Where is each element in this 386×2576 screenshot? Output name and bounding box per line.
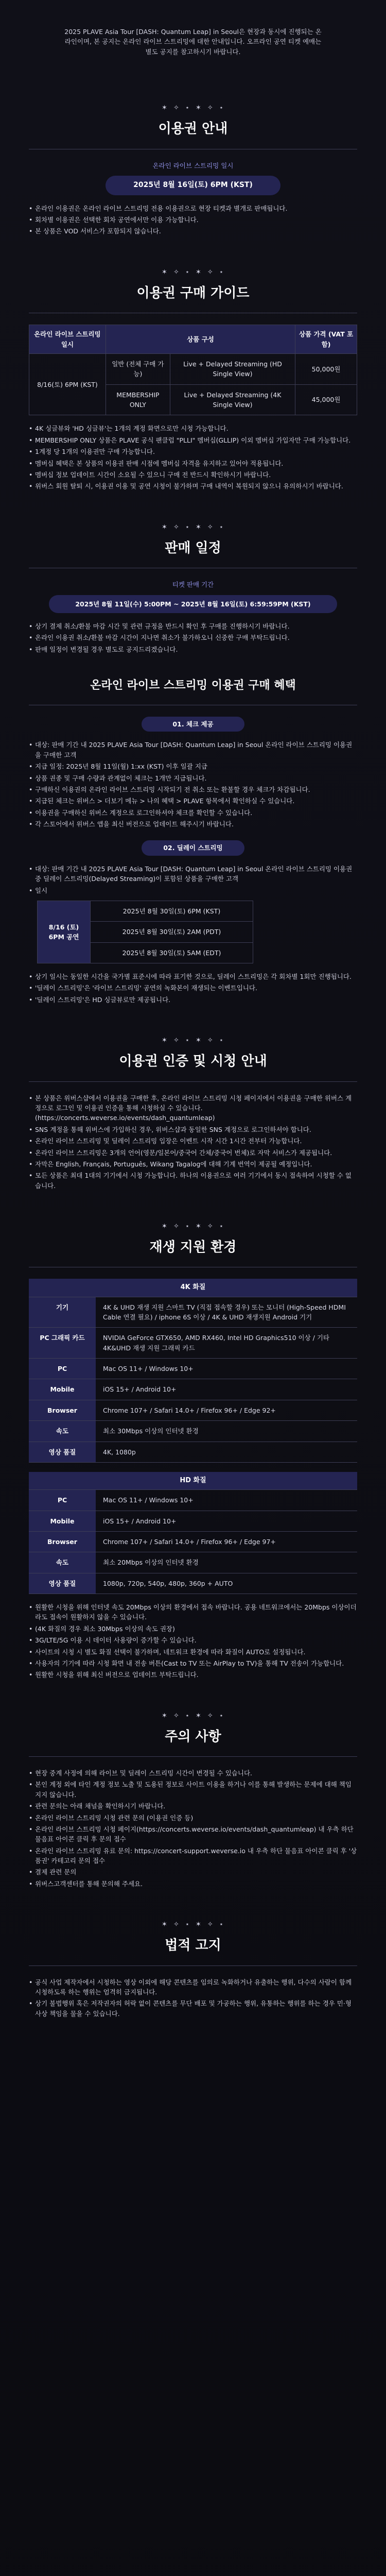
date-pill: 2025년 8월 16일(토) 6PM (KST) <box>106 176 280 195</box>
table-value: 최소 20Mbps 이상의 인터넷 환경 <box>96 1552 357 1573</box>
list-item: • 온라인 라이브 스트리밍 유료 문의: https://concert-support.weverse.io 내 우측 하단 물음표 아이콘 클릭 후 '상품권' 카테고리 문의 접수 <box>29 1846 357 1866</box>
star-icon: ✶ <box>196 1223 202 1231</box>
env-section <box>29 1222 357 1680</box>
star-icon: ✧ <box>173 1921 180 1929</box>
table-header: 상품 가격 (VAT 포함) <box>295 325 357 354</box>
list-item: • 사이트의 시청 시 별도 화질 선택이 불가하며, 네트워크 환경에 따라 화질이 AUTO로 설정됩니다. <box>29 1647 357 1657</box>
sales-section <box>29 522 357 654</box>
list-item: • 온라인 라이브 스트리밍은 3개의 언어(영문/일본어/중국어 간체/중국어 번체)로 자막 서비스가 제공됩니다. <box>29 1148 357 1158</box>
list-item: • 일시 <box>29 886 357 895</box>
star-icon: ⋆ <box>185 104 190 112</box>
price-table <box>29 325 357 415</box>
list-item: • 회차별 이용권은 선택한 회차 공연에서만 이용 가능합니다. <box>29 215 357 225</box>
notes-list <box>29 1093 357 1191</box>
star-icon: ✧ <box>207 523 214 531</box>
star-icon: ⋆ <box>219 1921 224 1929</box>
list-item: • 본 상품은 위버스샵에서 이용권을 구매한 후, 온라인 라이브 스트리밍 시청 페이지에서 이용권을 구매한 위버스 계정으로 로그인 및 이용권 인증을 통해 시청하실 수 있습니다. (https://concerts.weverse.io/events/dash_quantumleap) <box>29 1093 357 1123</box>
notes-list <box>29 1768 357 1889</box>
star-icon: ✶ <box>196 1921 202 1929</box>
list-item: • 온라인 라이브 스트리밍 및 딜레이 스트리밍 입장은 이벤트 시작 시간 1시간 전부터 가능합니다. <box>29 1136 357 1146</box>
period-pill: 2025년 8월 11일(수) 5:00PM ~ 2025년 8월 16일(토) 6:59:59PM (KST) <box>49 595 337 613</box>
table-key: 영상 품질 <box>29 1573 96 1594</box>
star-icon: ⋆ <box>219 1223 224 1231</box>
table-header: 온라인 라이브 스트리밍 일시 <box>29 325 106 354</box>
list-item: • 온라인 라이브 스트리밍 시청 관련 문의 (이용권 인증 등) <box>29 1813 357 1823</box>
divider <box>29 1081 357 1082</box>
star-icon: ⋆ <box>219 1037 224 1045</box>
table-key: 기기 <box>29 1297 96 1328</box>
table-key: Browser <box>29 1532 96 1552</box>
star-icon: ✧ <box>173 1711 180 1720</box>
list-item: • 사용자의 기기에 따라 시청 화면 내 전송 버튼(Cast to TV 또는 AirPlay to TV)을 통해 TV 전송이 가능합니다. <box>29 1658 357 1668</box>
list-item: • 공식 사업 제작자에서 시청하는 영상 이외에 해당 콘텐츠를 임의로 녹화하거나 유출하는 행위, 다수의 사람이 함께 시청하도록 하는 행위는 엄격히 금지됩니다. <box>29 1977 357 1997</box>
table-value: Chrome 107+ / Safari 14.0+ / Firefox 96+ / Edge 92+ <box>96 1400 357 1421</box>
star-icon: ✶ <box>162 268 168 276</box>
list-item: • 이용권을 구매하신 위버스 계정으로 로그인하셔야 체크를 확인할 수 있습니다. <box>29 808 357 818</box>
notes-list <box>29 204 357 236</box>
table-key: Browser <box>29 1400 96 1421</box>
star-icon: ⋆ <box>185 1921 190 1929</box>
list-item: • 본 상품은 VOD 서비스가 포함되지 않습니다. <box>29 226 357 236</box>
star-icon: ⋆ <box>219 268 224 276</box>
star-icon: ✶ <box>162 523 168 531</box>
usage-section <box>29 103 357 236</box>
list-item: • 결제 관련 문의 <box>29 1867 357 1877</box>
star-icon: ⋆ <box>185 1711 190 1720</box>
list-item: • 자막은 English, Français, Português, Wikang Tagalog에 대해 기계 번역이 제공될 예정입니다. <box>29 1159 357 1169</box>
star-divider <box>29 522 357 533</box>
list-item: • 원활한 시청을 위해 인터넷 속도 20Mbps 이상의 환경에서 접속 바랍니다. 공용 네트워크에서는 20Mbps 이상이더라도 접속이 원활하지 않을 수 있습니다. <box>29 1602 357 1622</box>
table-value: Chrome 107+ / Safari 14.0+ / Firefox 96+ / Edge 97+ <box>96 1532 357 1552</box>
list-item: • 각 스토어에서 위버스 앱을 최신 버전으로 업데이트 해주시기 바랍니다. <box>29 819 357 829</box>
list-item: • 지급된 체크는 위버스 > 더보기 메뉴 > 나의 혜택 > PLAVE 항목에서 확인하실 수 있습니다. <box>29 796 357 806</box>
section-title: 이용권 구매 가이드 <box>136 285 250 301</box>
table-value: iOS 15+ / Android 10+ <box>96 1511 357 1532</box>
notes-list <box>29 1977 357 2019</box>
star-icon: ⋆ <box>185 523 190 531</box>
list-item: • 멤버십 혜택은 본 상품의 이용권 판매 시점에 멤버십 자격을 유지하고 있어야 적용됩니다. <box>29 459 357 468</box>
list-item: • 위버스 회원 탈퇴 시, 이용권 이용 및 공연 시청이 불가하며 구매 내역이 복원되지 않으니 유의하시기 바랍니다. <box>29 481 357 491</box>
intro-text: 2025 PLAVE Asia Tour [DASH: Quantum Leap] in Seoul은 현장과 동시에 진행되는 온라인이며, 본 공지는 온라인 라이브 스트리밍에 대한 안내입니다. 오프라인 공연 티켓 예매는 별도 공지를 참고하시기 바랍니다. <box>64 28 322 56</box>
star-icon: ✧ <box>207 1223 214 1231</box>
star-icon: ✧ <box>207 104 214 112</box>
table-value: 최소 30Mbps 이상의 인터넷 환경 <box>96 1421 357 1442</box>
table-value: 1080p, 720p, 540p, 480p, 360p + AUTO <box>96 1573 357 1594</box>
table-cell: 일반 (전체 구매 가능) <box>106 353 170 384</box>
list-item: • 온라인 이용권은 온라인 라이브 스트리밍 전용 이용권으로 현장 티켓과 별개로 판매됩니다. <box>29 204 357 213</box>
table-cell: 50,000원 <box>295 353 357 384</box>
table-header: HD 화질 <box>29 1472 357 1490</box>
notes-list <box>29 423 357 491</box>
table-cell: 2025년 8월 30일(토) 6PM (KST) <box>91 901 253 921</box>
star-icon: ✧ <box>207 1037 214 1045</box>
table-key: 속도 <box>29 1421 96 1442</box>
star-icon: ⋆ <box>185 1037 190 1045</box>
table-key: 영상 품질 <box>29 1442 96 1463</box>
star-icon: ⋆ <box>185 268 190 276</box>
star-icon: ✧ <box>173 1223 180 1231</box>
star-icon: ✶ <box>196 1037 202 1045</box>
list-item: • 상기 일시는 동일한 시간을 국가별 표준시에 따라 표기한 것으로, 딜레이 스트리밍은 각 회차별 1회만 진행됩니다. <box>29 972 357 981</box>
table-row <box>29 353 357 384</box>
list-item: • 지급 일정: 2025년 8월 11일(월) 1:xx (KST) 이후 일괄 지급 <box>29 761 357 771</box>
purchase-section <box>29 267 357 492</box>
benefit-pill: 01. 체크 제공 <box>142 717 244 732</box>
notes-list <box>29 1602 357 1680</box>
section-subtitle: 온라인 라이브 스트리밍 일시 <box>152 161 234 170</box>
list-item: • 본인 계정 외에 타인 계정 정보 노출 및 도용된 정보로 사이트 이용을 하거나 이를 통해 발생하는 문제에 대해 책임지지 않습니다. <box>29 1780 357 1800</box>
list-item: • '딜레이 스트리밍'은 '라이브 스트리밍' 공연의 녹화본이 재생되는 이벤트입니다. <box>29 983 357 993</box>
table-key: 속도 <box>29 1552 96 1573</box>
divider <box>29 1756 357 1757</box>
star-icon: ⋆ <box>219 104 224 112</box>
star-icon: ✶ <box>162 1711 168 1720</box>
list-item: • 3G/LTE/5G 이용 시 데이터 사용량이 증가할 수 있습니다. <box>29 1635 357 1645</box>
star-icon: ✧ <box>173 1037 180 1045</box>
table-cell: Live + Delayed Streaming (4K Single View) <box>170 384 295 415</box>
table-key: Mobile <box>29 1511 96 1532</box>
table-header: 상품 구성 <box>106 325 295 354</box>
list-item: • 현장 중계 사정에 의해 라이브 및 딜레이 스트리밍 시간이 변경될 수 있습니다. <box>29 1768 357 1778</box>
benefit-pill: 02. 딜레이 스트리밍 <box>142 840 244 855</box>
star-icon: ✧ <box>173 268 180 276</box>
star-divider <box>29 1036 357 1046</box>
howto-section <box>29 1036 357 1191</box>
table-cell: MEMBERSHIP ONLY <box>106 384 170 415</box>
star-icon: ✶ <box>196 523 202 531</box>
list-item: • 원활한 시청을 위해 최신 버전으로 업데이트 부탁드립니다. <box>29 1670 357 1680</box>
list-item: • 구매하신 이용권의 온라인 라이브 스트리밍 시작되기 전 취소 또는 환불할 경우 체크가 차감됩니다. <box>29 785 357 794</box>
table-key: PC 그래픽 카드 <box>29 1328 96 1359</box>
table-header: 8/16 (토) 6PM 공연 <box>38 901 91 963</box>
list-item: • 4K 싱글뷰와 'HD 싱글뷰'는 1개의 계정 화면으로만 시청 가능합니다. <box>29 423 357 433</box>
table-cell: 2025년 8월 30일(토) 2AM (PDT) <box>91 922 253 942</box>
star-icon: ✶ <box>196 104 202 112</box>
star-icon: ✧ <box>207 1921 214 1929</box>
section-title: 온라인 라이브 스트리밍 이용권 구매 혜택 <box>90 679 296 692</box>
list-item: • 상기 결제 취소/환불 마감 시간 및 관련 규정을 반드시 확인 후 구매를 진행하시기 바랍니다. <box>29 621 357 631</box>
table-value: Mac OS 11+ / Windows 10+ <box>96 1359 357 1379</box>
star-divider <box>29 1920 357 1930</box>
table-value: 4K & UHD 재생 지원 스마트 TV (직접 접속할 경우) 또는 모니터 (High-Speed HDMI Cable 연결 필요) / iphone 6S 이상 / 4K & UHD 재생지원 Android 기기 <box>96 1297 357 1328</box>
star-icon: ✶ <box>196 1711 202 1720</box>
section-title: 법적 고지 <box>165 1938 221 1954</box>
divider <box>29 1965 357 1966</box>
list-item: • (4K 화질의 경우 최소 30Mbps 이상의 속도 권장) <box>29 1624 357 1634</box>
star-icon: ✧ <box>173 104 180 112</box>
table-value: NVIDIA GeForce GTX650, AMD RX460, Intel HD Graphics510 이상 / 기타 4K&UHD 재생 지원 그래픽 카드 <box>96 1328 357 1359</box>
table-key: Mobile <box>29 1379 96 1400</box>
list-item: • 대상: 판매 기간 내 2025 PLAVE Asia Tour [DASH: Quantum Leap] in Seoul 온라인 라이브 스트리밍 이용권을 구매한 고객 <box>29 740 357 760</box>
notes-list <box>29 621 357 654</box>
star-divider <box>29 1222 357 1232</box>
table-key: PC <box>29 1490 96 1511</box>
caution-section <box>29 1711 357 1889</box>
env-table-hd <box>29 1472 357 1594</box>
section-title: 판매 일정 <box>165 540 221 556</box>
list-item: • MEMBERSHIP ONLY 상품은 PLAVE 공식 팬클럽 "PLLI" 멤버십(GLLIP) 이외 멤버십 가입자만 구매 가능합니다. <box>29 435 357 445</box>
table-key: PC <box>29 1359 96 1379</box>
section-subtitle: 티켓 판매 기간 <box>172 581 214 589</box>
notes-list <box>29 740 357 829</box>
list-item: • 상품 권종 및 구매 수량과 관계없이 체크는 1개만 지급됩니다. <box>29 773 357 783</box>
list-item: • 모든 상품은 최대 1대의 기기에서 시청 가능합니다. 하나의 이용권으로 여러 기기에서 동시 접속하여 시청할 수 없습니다. <box>29 1171 357 1191</box>
delay-table <box>37 901 253 963</box>
benefit-section <box>29 677 357 1005</box>
legal-section <box>29 1920 357 2019</box>
list-item: • 위버스고객센터를 통해 문의해 주세요. <box>29 1879 357 1889</box>
table-cell: 8/16(토) 6PM (KST) <box>29 353 106 415</box>
list-item: • 온라인 이용권 취소/환불 마감 시간이 지나면 취소가 불가하오니 신중한 구매 부탁드립니다. <box>29 633 357 642</box>
section-title: 이용권 인증 및 시청 안내 <box>119 1054 267 1070</box>
list-item: • 대상: 판매 기간 내 2025 PLAVE Asia Tour [DASH: Quantum Leap] in Seoul 온라인 라이브 스트리밍 이용권 중 딜레이 스트리밍(Delayed Streaming)이 포함된 상품을 구매한 고객 <box>29 864 357 884</box>
section-title: 주의 사항 <box>165 1728 221 1744</box>
star-icon: ⋆ <box>185 1223 190 1231</box>
star-icon: ✶ <box>162 1223 168 1231</box>
table-cell: 45,000원 <box>295 384 357 415</box>
table-value: 4K, 1080p <box>96 1442 357 1463</box>
list-item: • 판매 일정이 변경될 경우 별도로 공지드리겠습니다. <box>29 645 357 654</box>
list-item: • SNS 계정을 통해 위버스에 가입하신 경우, 위버스샵과 동일한 SNS 계정으로 로그인하셔야 합니다. <box>29 1125 357 1134</box>
list-item: • 멤버십 정보 업데이트 시간이 소요될 수 있으니 구매 전 반드시 확인하시기 바랍니다. <box>29 470 357 480</box>
star-icon: ✧ <box>173 523 180 531</box>
star-icon: ⋆ <box>219 523 224 531</box>
star-icon: ✧ <box>207 268 214 276</box>
star-icon: ⋆ <box>219 1711 224 1720</box>
star-icon: ✶ <box>196 268 202 276</box>
star-icon: ✶ <box>162 104 168 112</box>
star-divider <box>29 1711 357 1721</box>
table-cell: 2025년 8월 30일(토) 5AM (EDT) <box>91 942 253 963</box>
list-item: • 관련 문의는 아래 채널을 확인하시기 바랍니다. <box>29 1801 357 1811</box>
table-header: 4K 화질 <box>29 1279 357 1297</box>
table-value: iOS 15+ / Android 10+ <box>96 1379 357 1400</box>
star-icon: ✧ <box>207 1711 214 1720</box>
env-table-4k <box>29 1279 357 1463</box>
list-item: • 1계정 당 1개의 이용권만 구매 가능합니다. <box>29 447 357 456</box>
table-row <box>38 901 253 921</box>
notes-list <box>29 972 357 1005</box>
star-icon: ✶ <box>162 1921 168 1929</box>
section-title: 재생 지원 환경 <box>149 1240 237 1256</box>
list-item: • '딜레이 스트리밍'은 HD 싱글뷰로만 제공됩니다. <box>29 995 357 1005</box>
table-cell: Live + Delayed Streaming (HD Single View) <box>170 353 295 384</box>
list-item: • 상기 불법행위 혹은 저작권자의 허락 없이 콘텐츠를 무단 배포 및 가공하는 행위, 유통하는 행위를 하는 경우 민·형사상 책임을 물을 수 있습니다. <box>29 1998 357 2019</box>
star-icon: ✶ <box>162 1037 168 1045</box>
table-value: Mac OS 11+ / Windows 10+ <box>96 1490 357 1511</box>
notes-list <box>29 864 357 895</box>
star-divider <box>29 267 357 278</box>
section-title: 이용권 안내 <box>158 121 228 137</box>
star-divider <box>29 103 357 113</box>
list-item: • 온라인 라이브 스트리밍 시청 페이지(https://concerts.weverse.io/events/dash_quantumleap) 내 우측 하단 물음표 아이콘 클릭 후 문의 접수 <box>29 1824 357 1844</box>
